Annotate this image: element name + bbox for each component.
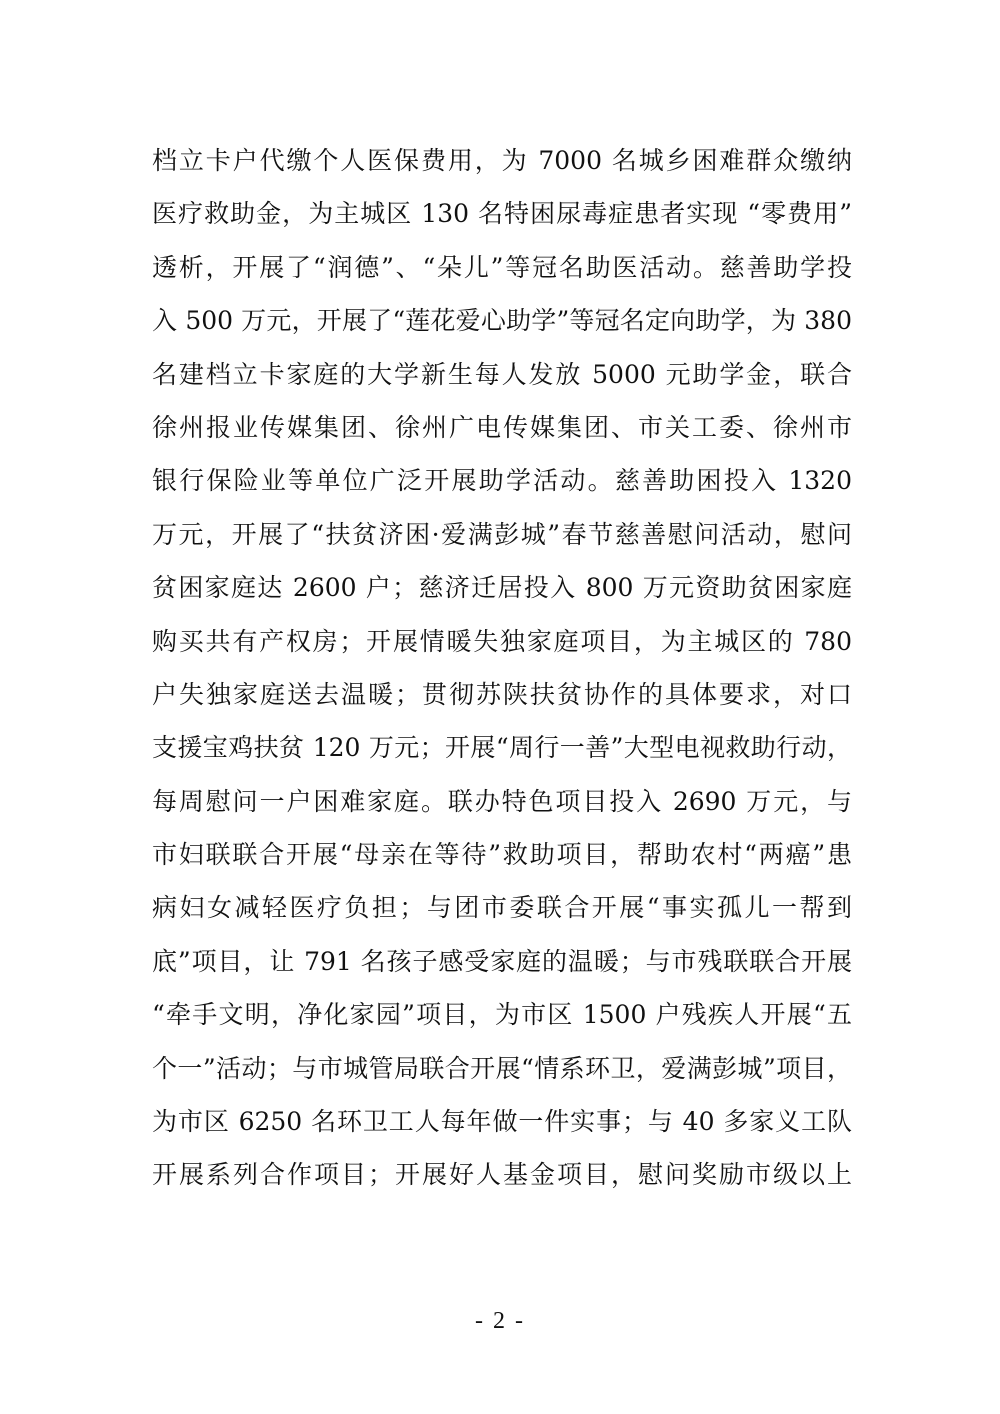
text-line: 底”项目，让 791 名孩子感受家庭的温暖；与市残联联合开展 bbox=[152, 946, 852, 976]
text-line: 万元，开展了“扶贫济困·爱满彭城”春节慈善慰问活动，慰问 bbox=[152, 519, 852, 549]
text-line: 档立卡户代缴个人医保费用，为 7000 名城乡困难群众缴纳 bbox=[152, 146, 852, 175]
text-line: 名建档立卡家庭的大学新生每人发放 5000 元助学金，联合 bbox=[152, 359, 852, 389]
text-line: 户失独家庭送去温暖；贯彻苏陕扶贫协作的具体要求，对口 bbox=[152, 679, 852, 709]
text-line: 医疗救助金，为主城区 130 名特困尿毒症患者实现 “零费用” bbox=[152, 199, 852, 229]
text-line: 银行保险业等单位广泛开展助学活动。慈善助困投入 1320 bbox=[152, 466, 852, 496]
text-line: 入 500 万元，开展了“莲花爱心助学”等冠名定向助学，为 380 bbox=[152, 306, 852, 336]
text-line: 市妇联联合开展“母亲在等待”救助项目，帮助农村“两癌”患 bbox=[152, 840, 852, 870]
text-line: 贫困家庭达 2600 户；慈济迁居投入 800 万元资助贫困家庭 bbox=[152, 573, 852, 603]
text-line: “牵手文明，净化家园”项目，为市区 1500 户残疾人开展“五 bbox=[152, 1000, 852, 1030]
body-text bbox=[152, 134, 852, 1202]
text-line: 病妇女减轻医疗负担；与团市委联合开展“事实孤儿一帮到 bbox=[152, 893, 852, 923]
text-line: 购买共有产权房；开展情暖失独家庭项目，为主城区的 780 bbox=[152, 626, 852, 656]
text-line: 为市区 6250 名环卫工人每年做一件实事；与 40 多家义工队 bbox=[152, 1107, 852, 1137]
page-number: - 2 - bbox=[475, 1308, 525, 1334]
text-line: 个一”活动；与市城管局联合开展“情系环卫，爱满彭城”项目， bbox=[152, 1053, 852, 1083]
text-line: 徐州报业传媒集团、徐州广电传媒集团、市关工委、徐州市 bbox=[152, 412, 852, 442]
text-line: 透析，开展了“润德”、“朵儿”等冠名助医活动。慈善助学投 bbox=[152, 252, 852, 282]
text-line: 每周慰问一户困难家庭。联办特色项目投入 2690 万元，与 bbox=[152, 786, 852, 816]
text-line: 开展系列合作项目；开展好人基金项目，慰问奖励市级以上 bbox=[152, 1160, 852, 1190]
text-line: 支援宝鸡扶贫 120 万元；开展“周行一善”大型电视救助行动， bbox=[152, 733, 852, 763]
